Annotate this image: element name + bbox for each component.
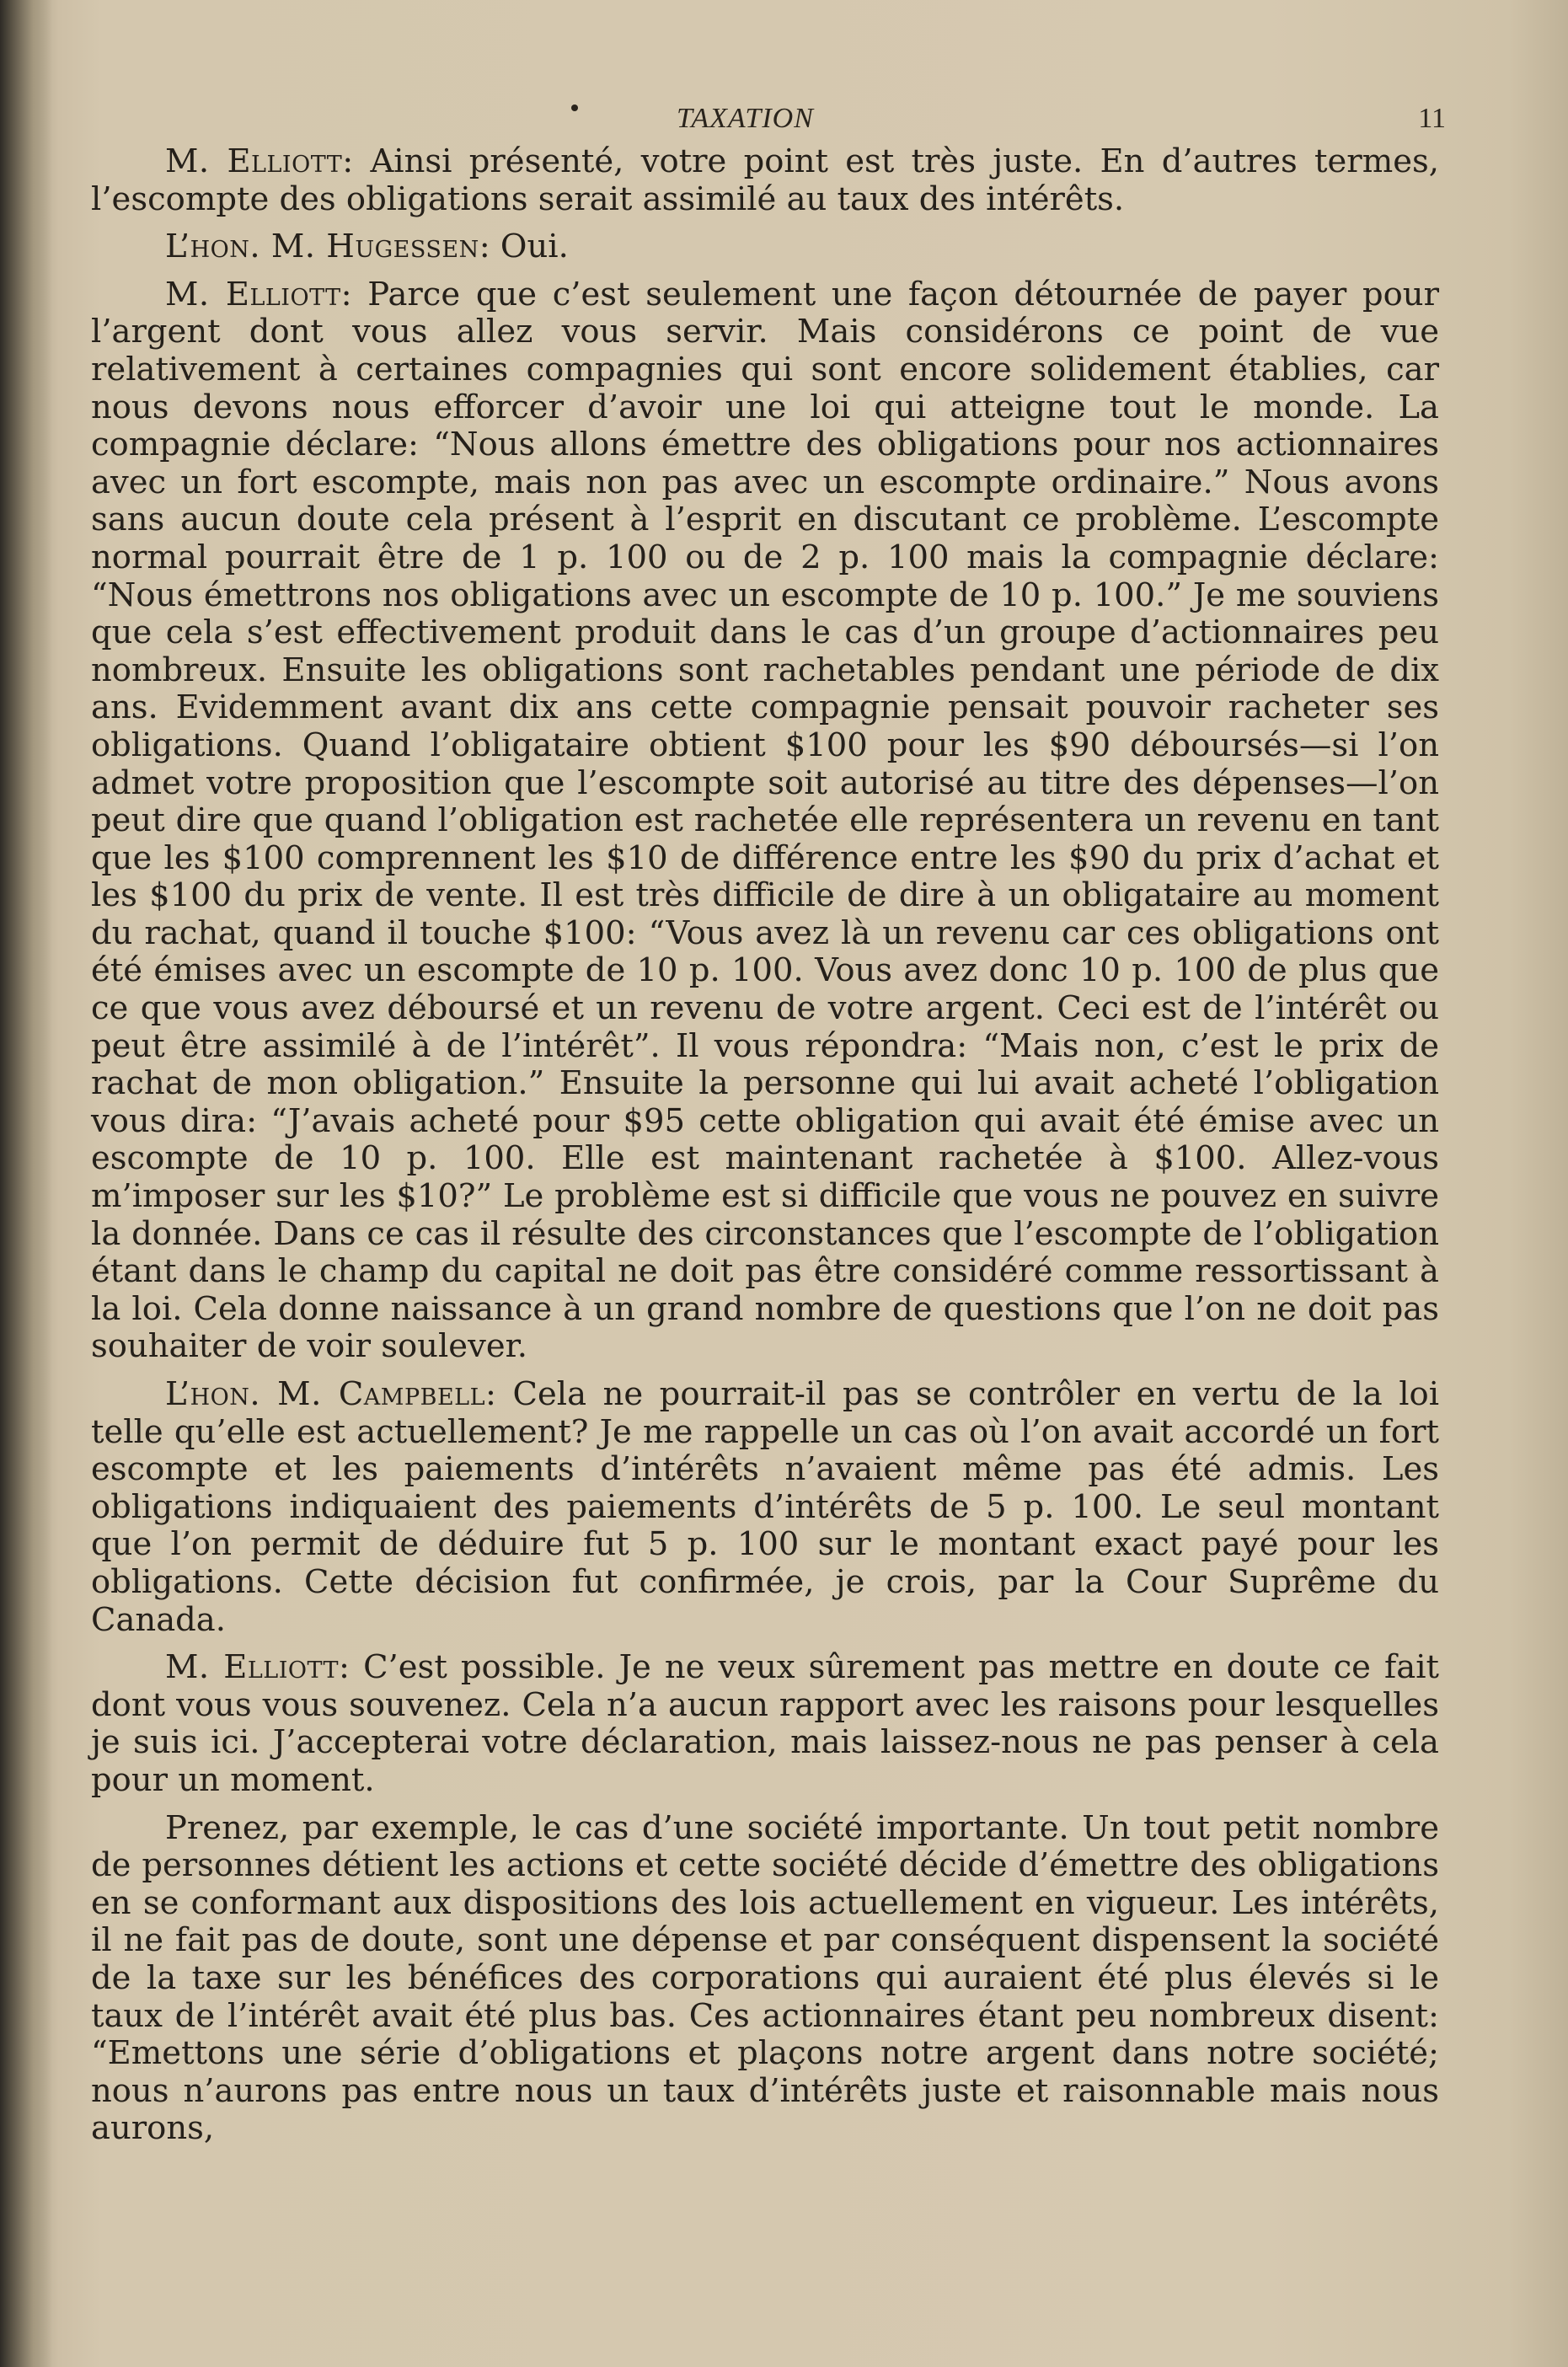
binding-gutter	[0, 0, 52, 2367]
ink-dot	[571, 104, 578, 111]
speaker-name: M. Elliott	[165, 275, 341, 313]
page-number: 11	[1418, 103, 1446, 134]
speaker-name: L’hon. M. Campbell	[165, 1375, 486, 1413]
document-page	[91, 93, 1446, 2300]
paragraph-text: Prenez, par exemple, le cas d’une société importante. Un tout petit nombre de personnes détient les actions et cette société décide d’émettre des obligations en se conformant aux dispositions des lois actuellement en vigueur. Les intérêts, il ne fait pas de doute, sont une dépense et par conséquent dispensent la société de la taxe sur les bénéfices des corporations qui auraient été plus élevés si le taux de l’intérêt avait été plus bas. Ces actionnaires étant peu nombreux disent: “Emettons une série d’obligations et plaçons notre argent dans notre société; nous n’aurons pas entre nous un taux d’intérêts juste et raisonnable mais nous aurons,	[91, 1808, 1439, 2148]
paragraph-3	[91, 276, 1439, 1366]
paragraph-2	[91, 228, 1439, 266]
paragraph-4	[91, 1376, 1439, 1639]
paragraph-text: : C’est possible. Je ne veux sûrement pas mettre en doute ce fait dont vous vous souvenez. Cela n’a aucun rapport avec les raisons pour lesquelles je suis ici. J’accepterai votre déclaration, mais laissez-nous ne pas penser à cela pour un moment.	[91, 1648, 1439, 1799]
paragraph-5	[91, 1649, 1439, 1799]
paragraph-text: : Cela ne pourrait-il pas se contrôler en vertu de la loi telle qu’elle est actuellement? Je me rappelle un cas où l’on avait accordé un fort escompte et les paiements d’intérêts n’avaient même pas été admis. Les obligations indiquaient des paiements d’intérêts de 5 p. 100. Le seul montant que l’on permit de déduire fut 5 p. 100 sur le montant exact payé pour les obligations. Cette décision fut confirmée, je crois, par la Cour Suprême du Canada.	[91, 1375, 1440, 1639]
running-head	[91, 93, 1446, 143]
paragraph-text: : Oui.	[479, 228, 569, 266]
speaker-name: L’hon. M. Hugessen	[165, 228, 479, 266]
paragraph-1	[91, 143, 1439, 218]
speaker-name: M. Elliott	[165, 1648, 340, 1687]
paragraph-text: : Ainsi présenté, votre point est très juste. En d’autres termes, l’escompte des obligations serait assimilé au taux des intérêts.	[91, 142, 1439, 218]
paragraph-6	[91, 1810, 1439, 2148]
running-title: TAXATION	[677, 103, 814, 134]
paragraph-text: : Parce que c’est seulement une façon détournée de payer pour l’argent dont vous allez vous servir. Mais considérons ce point de vue relativement à certaines compagnies qui sont encore solidement établies, car nous devons nous efforcer d’avoir une loi qui atteigne tout le monde. La compagnie déclare: “Nous allons émettre des obligations pour nos actionnaires avec un fort escompte, mais non pas avec un escompte ordinaire.” Nous avons sans aucun doute cela présent à l’esprit en discutant ce problème. L’escompte normal pourrait être de 1 p. 100 ou de 2 p. 100 mais la compagnie déclare: “Nous émettrons nos obligations avec un escompte de 10 p. 100.” Je me souviens que cela s’est effectivement produit dans le cas d’un groupe d’actionnaires peu nombreux. Ensuite les obligations sont rachetables pendant une période de dix ans. Evidemment avant dix ans cette compagnie pensait pouvoir racheter ses obligations. Quand l’obligataire obtient $100 pour les $90 déboursés—si l’on admet votre proposition que l’escompte soit autorisé au titre des dépenses—l’on peut dire que quand l’obligation est rachetée elle représentera un revenu en tant que les $100 comprennent les $10 de différence entre les $90 du prix d’achat et les $100 du prix de vente. Il est très difficile de dire à un obligataire au moment du rachat, quand il touche $100: “Vous avez là un revenu car ces obligations ont été émises avec un escompte de 10 p. 100. Vous avez donc 10 p. 100 de plus que ce que vous avez déboursé et un revenu de votre argent. Ceci est de l’intérêt ou peut être assimilé à de l’intérêt”. Il vous répondra: “Mais non, c’est le prix de rachat de mon obligation.” Ensuite la personne qui lui avait acheté l’obligation vous dira: “J’avais acheté pour $95 cette obligation qui avait été émise avec un escompte de 10 p. 100. Elle est maintenant rachetée à $100. Allez-vous m’imposer sur les $10?” Le problème est si difficile que vous ne pouvez en suivre la donnée. Dans ce cas il résulte des circonstances que l’escompte de l’obligation étant dans le champ du capital ne doit pas être considéré comme ressortissant à la loi. Cela donne naissance à un grand nombre de questions que l’on ne doit pas souhaiter de voir soulever.	[91, 275, 1439, 1366]
speaker-name: M. Elliott	[165, 142, 343, 180]
